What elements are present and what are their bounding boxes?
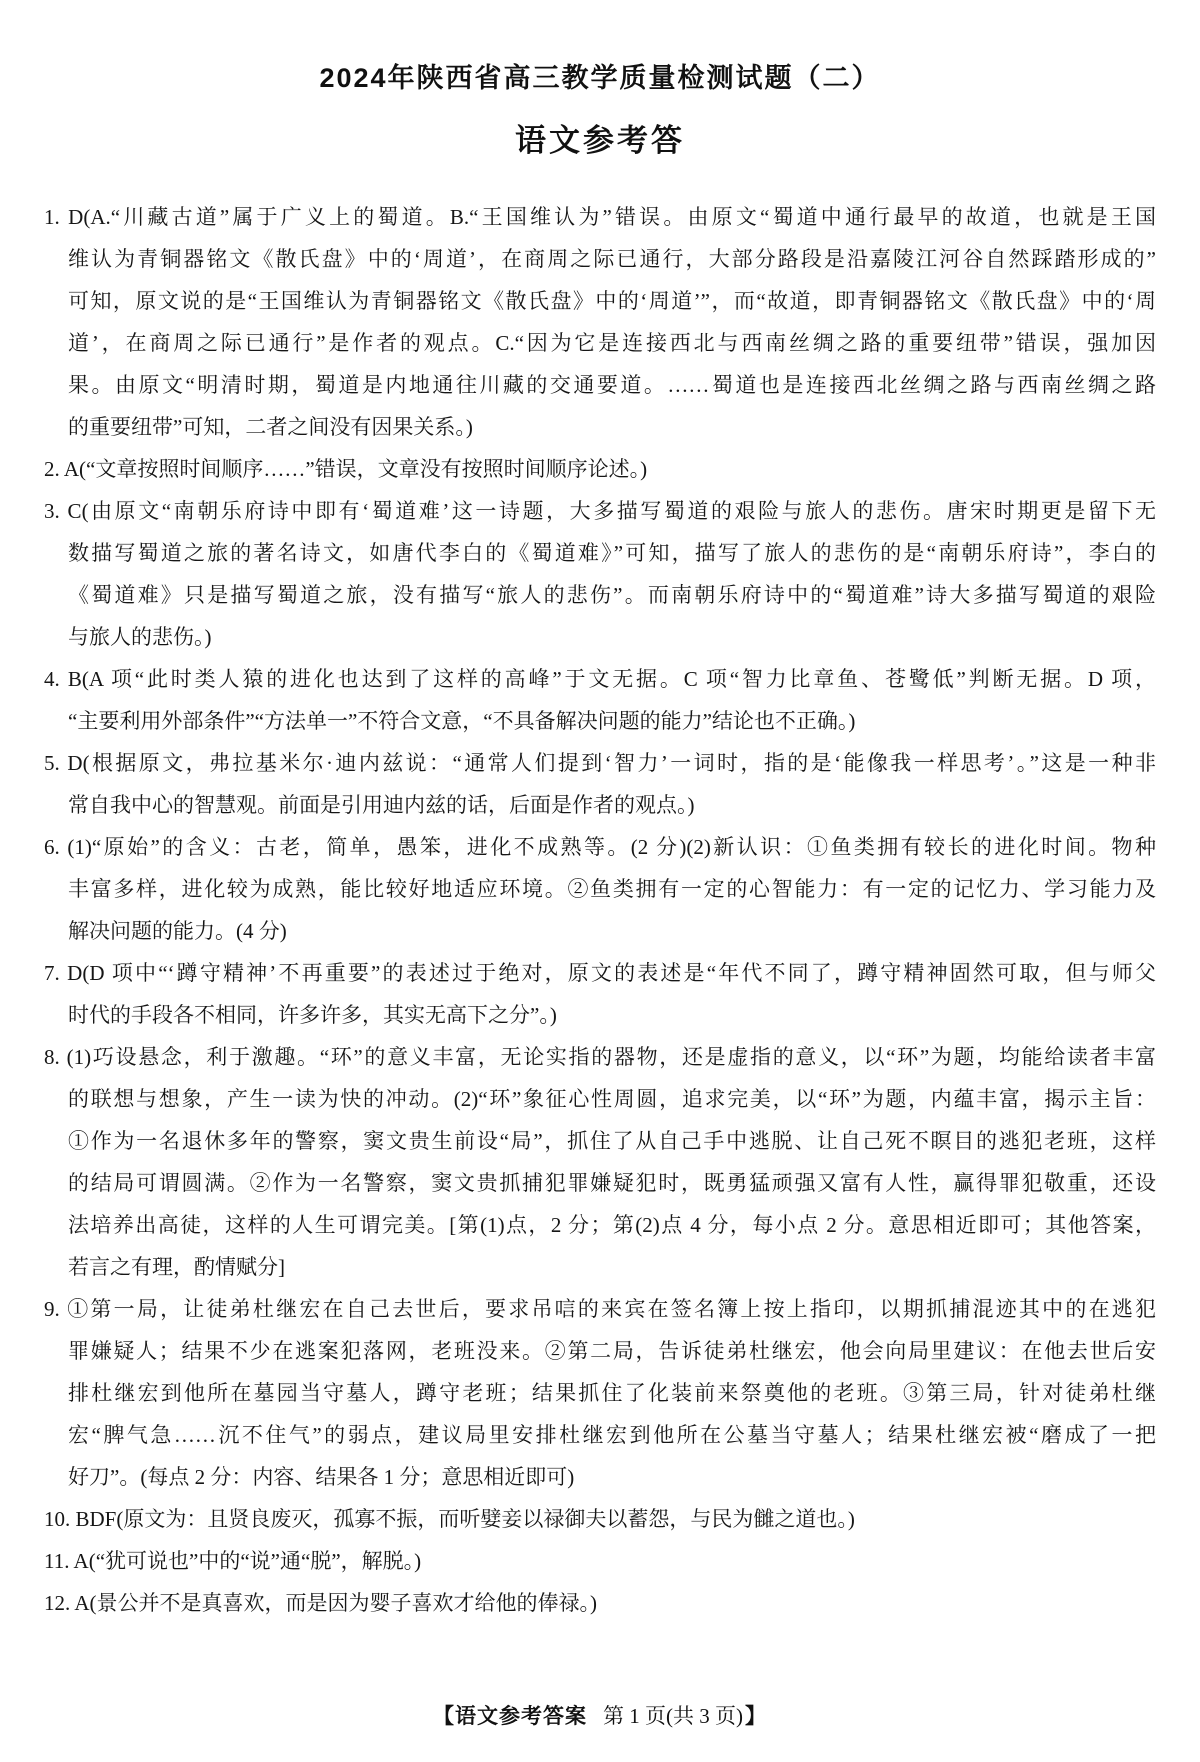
answer-line: 的联想与想象，产生一读为快的冲动。(2)“环”象征心性周圆，追求完美，以“环”为题，内蕴丰富，揭示主旨：	[68, 1087, 1156, 1111]
answer-line: 解决问题的能力。(4 分)	[68, 919, 287, 943]
answer-item	[44, 826, 1156, 952]
answer-line-first: 1. D(A.“川藏古道”属于广义上的蜀道。B.“王国维认为”错误。由原文“蜀道中通行最早的故道，也就是王国	[44, 205, 1156, 229]
page-title: 2024年陕西省高三教学质量检测试题（二）	[319, 63, 881, 93]
answers-list	[44, 196, 1156, 1624]
answer-line: 宏“脾气急……沉不住气”的弱点，建议局里安排杜继宏到他所在公墓当守墓人；结果杜继宏被“磨成了一把	[68, 1423, 1156, 1447]
answer-item	[44, 1540, 1156, 1582]
answer-line: 时代的手段各不相同，许多许多，其实无高下之分”。)	[68, 1003, 557, 1027]
answer-line-first: 9. ①第一局，让徒弟杜继宏在自己去世后，要求吊唁的来宾在签名簿上按上指印，以期抓捕混迹其中的在逃犯	[44, 1297, 1156, 1321]
document-sheet	[0, 56, 1200, 1624]
answer-item	[44, 742, 1156, 826]
answer-line: 的结局可谓圆满。②作为一名警察，窦文贵抓捕犯罪嫌疑犯时，既勇猛顽强又富有人性，赢得罪犯敬重，还设	[68, 1171, 1156, 1195]
page-footer	[0, 1700, 1200, 1730]
answer-line-first: 12. A(景公并不是真喜欢，而是因为婴子喜欢才给他的俸禄。)	[44, 1591, 597, 1615]
footer-bracket-right: 】	[745, 1705, 767, 1728]
answer-line-first: 5. D(根据原文，弗拉基米尔·迪内兹说：“通常人们提到‘智力’一词时，指的是‘能像我一样思考’。”这是一种非	[44, 751, 1156, 775]
answer-line: 常自我中心的智慧观。前面是引用迪内兹的话，后面是作者的观点。)	[68, 793, 695, 817]
answer-line: 维认为青铜器铭文《散氏盘》中的‘周道’，在商周之际已通行，大部分路段是沿嘉陵江河谷自然踩踏形成的”	[68, 247, 1156, 271]
answer-item	[44, 1582, 1156, 1624]
answer-item	[44, 196, 1156, 448]
page-subtitle: 语文参考答	[515, 123, 685, 158]
answer-item	[44, 658, 1156, 742]
answer-line: 与旅人的悲伤。)	[68, 625, 212, 649]
footer-label: 语文参考答案	[455, 1705, 587, 1728]
answer-line-first: 6. (1)“原始”的含义：古老，简单，愚笨，进化不成熟等。(2 分)(2)新认识：①鱼类拥有较长的进化时间。物种	[44, 835, 1156, 859]
answer-item	[44, 952, 1156, 1036]
answer-line-first: 4. B(A 项“此时类人猿的进化也达到了这样的高峰”于文无据。C 项“智力比章鱼、苍鹭低”判断无据。D 项，	[44, 667, 1156, 691]
answer-line: 《蜀道难》只是描写蜀道之旅，没有描写“旅人的悲伤”。而南朝乐府诗中的“蜀道难”诗大多描写蜀道的艰险	[68, 583, 1156, 607]
footer-page-number: 第 1 页(共 3 页)	[603, 1704, 743, 1728]
answer-line: 丰富多样，进化较为成熟，能比较好地适应环境。②鱼类拥有一定的心智能力：有一定的记忆力、学习能力及	[68, 877, 1156, 901]
answer-line: 道’，在商周之际已通行”是作者的观点。C.“因为它是连接西北与西南丝绸之路的重要纽带”错误，强加因	[68, 331, 1156, 355]
answer-line: 好刀”。(每点 2 分：内容、结果各 1 分；意思相近即可)	[68, 1465, 575, 1489]
answer-line-first: 8. (1)巧设悬念，利于激趣。“环”的意义丰富，无论实指的器物，还是虚指的意义，以“环”为题，均能给读者丰富	[44, 1045, 1156, 1069]
answer-line-first: 11. A(“犹可说也”中的“说”通“脱”，解脱。)	[44, 1549, 422, 1573]
answer-line: 法培养出高徒，这样的人生可谓完美。[第(1)点，2 分；第(2)点 4 分，每小点 2 分。意思相近即可；其他答案，	[68, 1213, 1156, 1237]
answer-line-first: 10. BDF(原文为：且贤良废灭，孤寡不振，而听嬖妾以禄御夫以蓄怨，与民为雠之道也。)	[44, 1507, 855, 1531]
answer-line: 排杜继宏到他所在墓园当守墓人，蹲守老班；结果抓住了化装前来祭奠他的老班。③第三局，针对徒弟杜继	[68, 1381, 1156, 1405]
answer-line: 若言之有理，酌情赋分]	[68, 1255, 285, 1279]
answer-line: “主要利用外部条件”“方法单一”不符合文意，“不具备解决问题的能力”结论也不正确。)	[68, 709, 856, 733]
answer-line-first: 2. A(“文章按照时间顺序……”错误，文章没有按照时间顺序论述。)	[44, 457, 648, 481]
answer-item	[44, 1288, 1156, 1498]
answer-line: ①作为一名退休多年的警察，窦文贵生前设“局”，抓住了从自己手中逃脱、让自己死不瞑目的逃犯老班，这样	[68, 1129, 1156, 1153]
answer-line: 罪嫌疑人；结果不少在逃案犯落网，老班没来。②第二局，告诉徒弟杜继宏，他会向局里建议：在他去世后安	[68, 1339, 1156, 1363]
answer-item	[44, 1498, 1156, 1540]
answer-item	[44, 490, 1156, 658]
answer-line: 的重要纽带”可知，二者之间没有因果关系。)	[68, 415, 473, 439]
footer-bracket-left: 【	[433, 1705, 455, 1728]
answer-line: 可知，原文说的是“王国维认为青铜器铭文《散氏盘》中的‘周道’”，而“故道，即青铜器铭文《散氏盘》中的‘周	[68, 289, 1156, 313]
answer-item	[44, 448, 1156, 490]
answer-line: 果。由原文“明清时期，蜀道是内地通往川藏的交通要道。……蜀道也是连接西北丝绸之路与西南丝绸之路	[68, 373, 1156, 397]
answer-item	[44, 1036, 1156, 1288]
answer-line-first: 7. D(D 项中“‘蹲守精神’不再重要”的表述过于绝对，原文的表述是“年代不同了，蹲守精神固然可取，但与师父	[44, 961, 1156, 985]
answer-line: 数描写蜀道之旅的著名诗文，如唐代李白的《蜀道难》”可知，描写了旅人的悲伤的是“南朝乐府诗”，李白的	[68, 541, 1156, 565]
answer-sheet-page	[0, 56, 1200, 1762]
answer-line-first: 3. C(由原文“南朝乐府诗中即有‘蜀道难’这一诗题，大多描写蜀道的艰险与旅人的悲伤。唐宋时期更是留下无	[44, 499, 1156, 523]
